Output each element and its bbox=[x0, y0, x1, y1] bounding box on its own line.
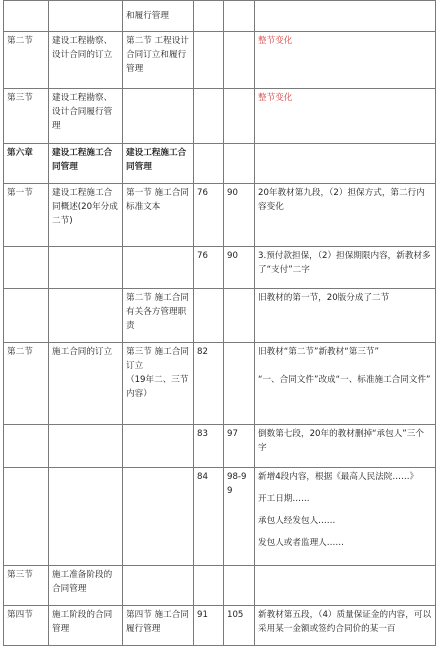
cell-old-page bbox=[194, 566, 224, 606]
cell-new-page: 105 bbox=[224, 606, 255, 646]
cell-line: 第三节 施工合同订立 bbox=[126, 347, 189, 371]
cell-change-note bbox=[255, 566, 436, 606]
table-row bbox=[4, 32, 436, 89]
cell-old-page bbox=[194, 89, 224, 144]
cell-new-page bbox=[224, 1, 255, 32]
cell-new-title: 建设工程施工合同管理 bbox=[123, 144, 194, 184]
cell-new-page bbox=[224, 566, 255, 606]
cell-old-title bbox=[49, 289, 123, 343]
cell-new-page: 90 bbox=[224, 184, 255, 247]
cell-line: （19年二、三节内容） bbox=[126, 375, 189, 399]
table-row bbox=[4, 343, 436, 425]
cell-line: 旧教材“第二节”新教材“第三节” bbox=[258, 347, 379, 357]
cell-old-page: 91 bbox=[194, 606, 224, 646]
cell-new-page bbox=[224, 32, 255, 89]
cell-old-page bbox=[194, 144, 224, 184]
cell-new-page: 90 bbox=[224, 247, 255, 289]
cell-old-page: 76 bbox=[194, 184, 224, 247]
cell-old-page: 76 bbox=[194, 247, 224, 289]
cell-old-page: 84 bbox=[194, 468, 224, 566]
cell-new-title: 第二节 施工合同有关各方管理职责 bbox=[123, 289, 194, 343]
cell-new-page bbox=[224, 89, 255, 144]
cell-old-page bbox=[194, 1, 224, 32]
table-row bbox=[4, 89, 436, 144]
cell-line: 开工日期…… bbox=[258, 494, 310, 504]
cell-chapter: 第二节 bbox=[4, 32, 49, 89]
comparison-table bbox=[3, 0, 436, 646]
cell-new-title bbox=[123, 247, 194, 289]
cell-new-page bbox=[224, 343, 255, 425]
table-row bbox=[4, 144, 436, 184]
cell-old-title bbox=[49, 425, 123, 468]
table-row bbox=[4, 606, 436, 646]
cell-change-note: 新教材第五段，（4）质量保证金的内容，可以采用某一金额或签约合同价的某一百 bbox=[255, 606, 436, 646]
cell-change-note bbox=[255, 1, 436, 32]
cell-chapter: 第三节 bbox=[4, 566, 49, 606]
table-row bbox=[4, 566, 436, 606]
cell-change-note: 整节变化 bbox=[255, 32, 436, 89]
cell-old-title: 施工准备阶段的合同管理 bbox=[49, 566, 123, 606]
cell-new-title: 和履行管理 bbox=[123, 1, 194, 32]
cell-change-note bbox=[255, 468, 436, 566]
cell-chapter: 第四节 bbox=[4, 606, 49, 646]
cell-new-page bbox=[224, 289, 255, 343]
cell-change-note: 倒数第七段，20年的教材删掉“承包人”三个字 bbox=[255, 425, 436, 468]
cell-new-page: 98-99 bbox=[224, 468, 255, 566]
cell-change-note: 20年教材第九段，（2）担保方式，第二行内容变化 bbox=[255, 184, 436, 247]
cell-old-title bbox=[49, 247, 123, 289]
cell-old-title: 建设工程施工合同概述(20年分成二节) bbox=[49, 184, 123, 247]
cell-line: 承包人经发包人…… bbox=[258, 516, 336, 526]
table-row bbox=[4, 184, 436, 247]
cell-chapter: 第一节 bbox=[4, 184, 49, 247]
cell-new-title bbox=[123, 425, 194, 468]
table-row bbox=[4, 468, 436, 566]
cell-chapter bbox=[4, 468, 49, 566]
cell-change-note bbox=[255, 144, 436, 184]
table-row bbox=[4, 247, 436, 289]
cell-line: 新增4段内容，根据《最高人民法院……》 bbox=[258, 472, 419, 482]
cell-new-title bbox=[123, 566, 194, 606]
cell-old-page: 83 bbox=[194, 425, 224, 468]
cell-line: 发包人或者监理人…… bbox=[258, 538, 344, 548]
cell-line: “一、合同文件”改成“一、标准施工合同文件” bbox=[258, 375, 431, 385]
cell-chapter bbox=[4, 425, 49, 468]
cell-new-page: 97 bbox=[224, 425, 255, 468]
cell-new-title bbox=[123, 89, 194, 144]
cell-new-page bbox=[224, 144, 255, 184]
cell-old-title bbox=[49, 1, 123, 32]
cell-new-title bbox=[123, 343, 194, 425]
cell-new-title: 第二节 工程设计合同订立和履行管理 bbox=[123, 32, 194, 89]
cell-old-page bbox=[194, 289, 224, 343]
cell-new-title: 第一节 施工合同标准文本 bbox=[123, 184, 194, 247]
cell-change-note: 旧教材的第一节，20版分成了二节 bbox=[255, 289, 436, 343]
table-row bbox=[4, 1, 436, 32]
cell-change-note: 整节变化 bbox=[255, 89, 436, 144]
cell-old-title: 施工合同的订立 bbox=[49, 343, 123, 425]
cell-chapter bbox=[4, 1, 49, 32]
cell-chapter bbox=[4, 247, 49, 289]
cell-new-title bbox=[123, 468, 194, 566]
cell-old-title bbox=[49, 468, 123, 566]
line-gap bbox=[258, 359, 432, 373]
cell-old-title: 建设工程勘察、设计合同履行管理 bbox=[49, 89, 123, 144]
cell-change-note: 3.预付款担保，（2）担保期限内容，新教材多了“支付”二字 bbox=[255, 247, 436, 289]
cell-chapter: 第二节 bbox=[4, 343, 49, 425]
cell-chapter: 第六章 bbox=[4, 144, 49, 184]
cell-chapter bbox=[4, 289, 49, 343]
cell-old-title: 建设工程勘察、设计合同的订立 bbox=[49, 32, 123, 89]
cell-chapter: 第三节 bbox=[4, 89, 49, 144]
cell-old-page: 82 bbox=[194, 343, 224, 425]
cell-new-title: 第四节 施工合同履行管理 bbox=[123, 606, 194, 646]
cell-old-title: 施工阶段的合同管理 bbox=[49, 606, 123, 646]
cell-change-note bbox=[255, 343, 436, 425]
cell-old-title: 建设工程施工合同管理 bbox=[49, 144, 123, 184]
table-row bbox=[4, 289, 436, 343]
table-row bbox=[4, 425, 436, 468]
cell-old-page bbox=[194, 32, 224, 89]
